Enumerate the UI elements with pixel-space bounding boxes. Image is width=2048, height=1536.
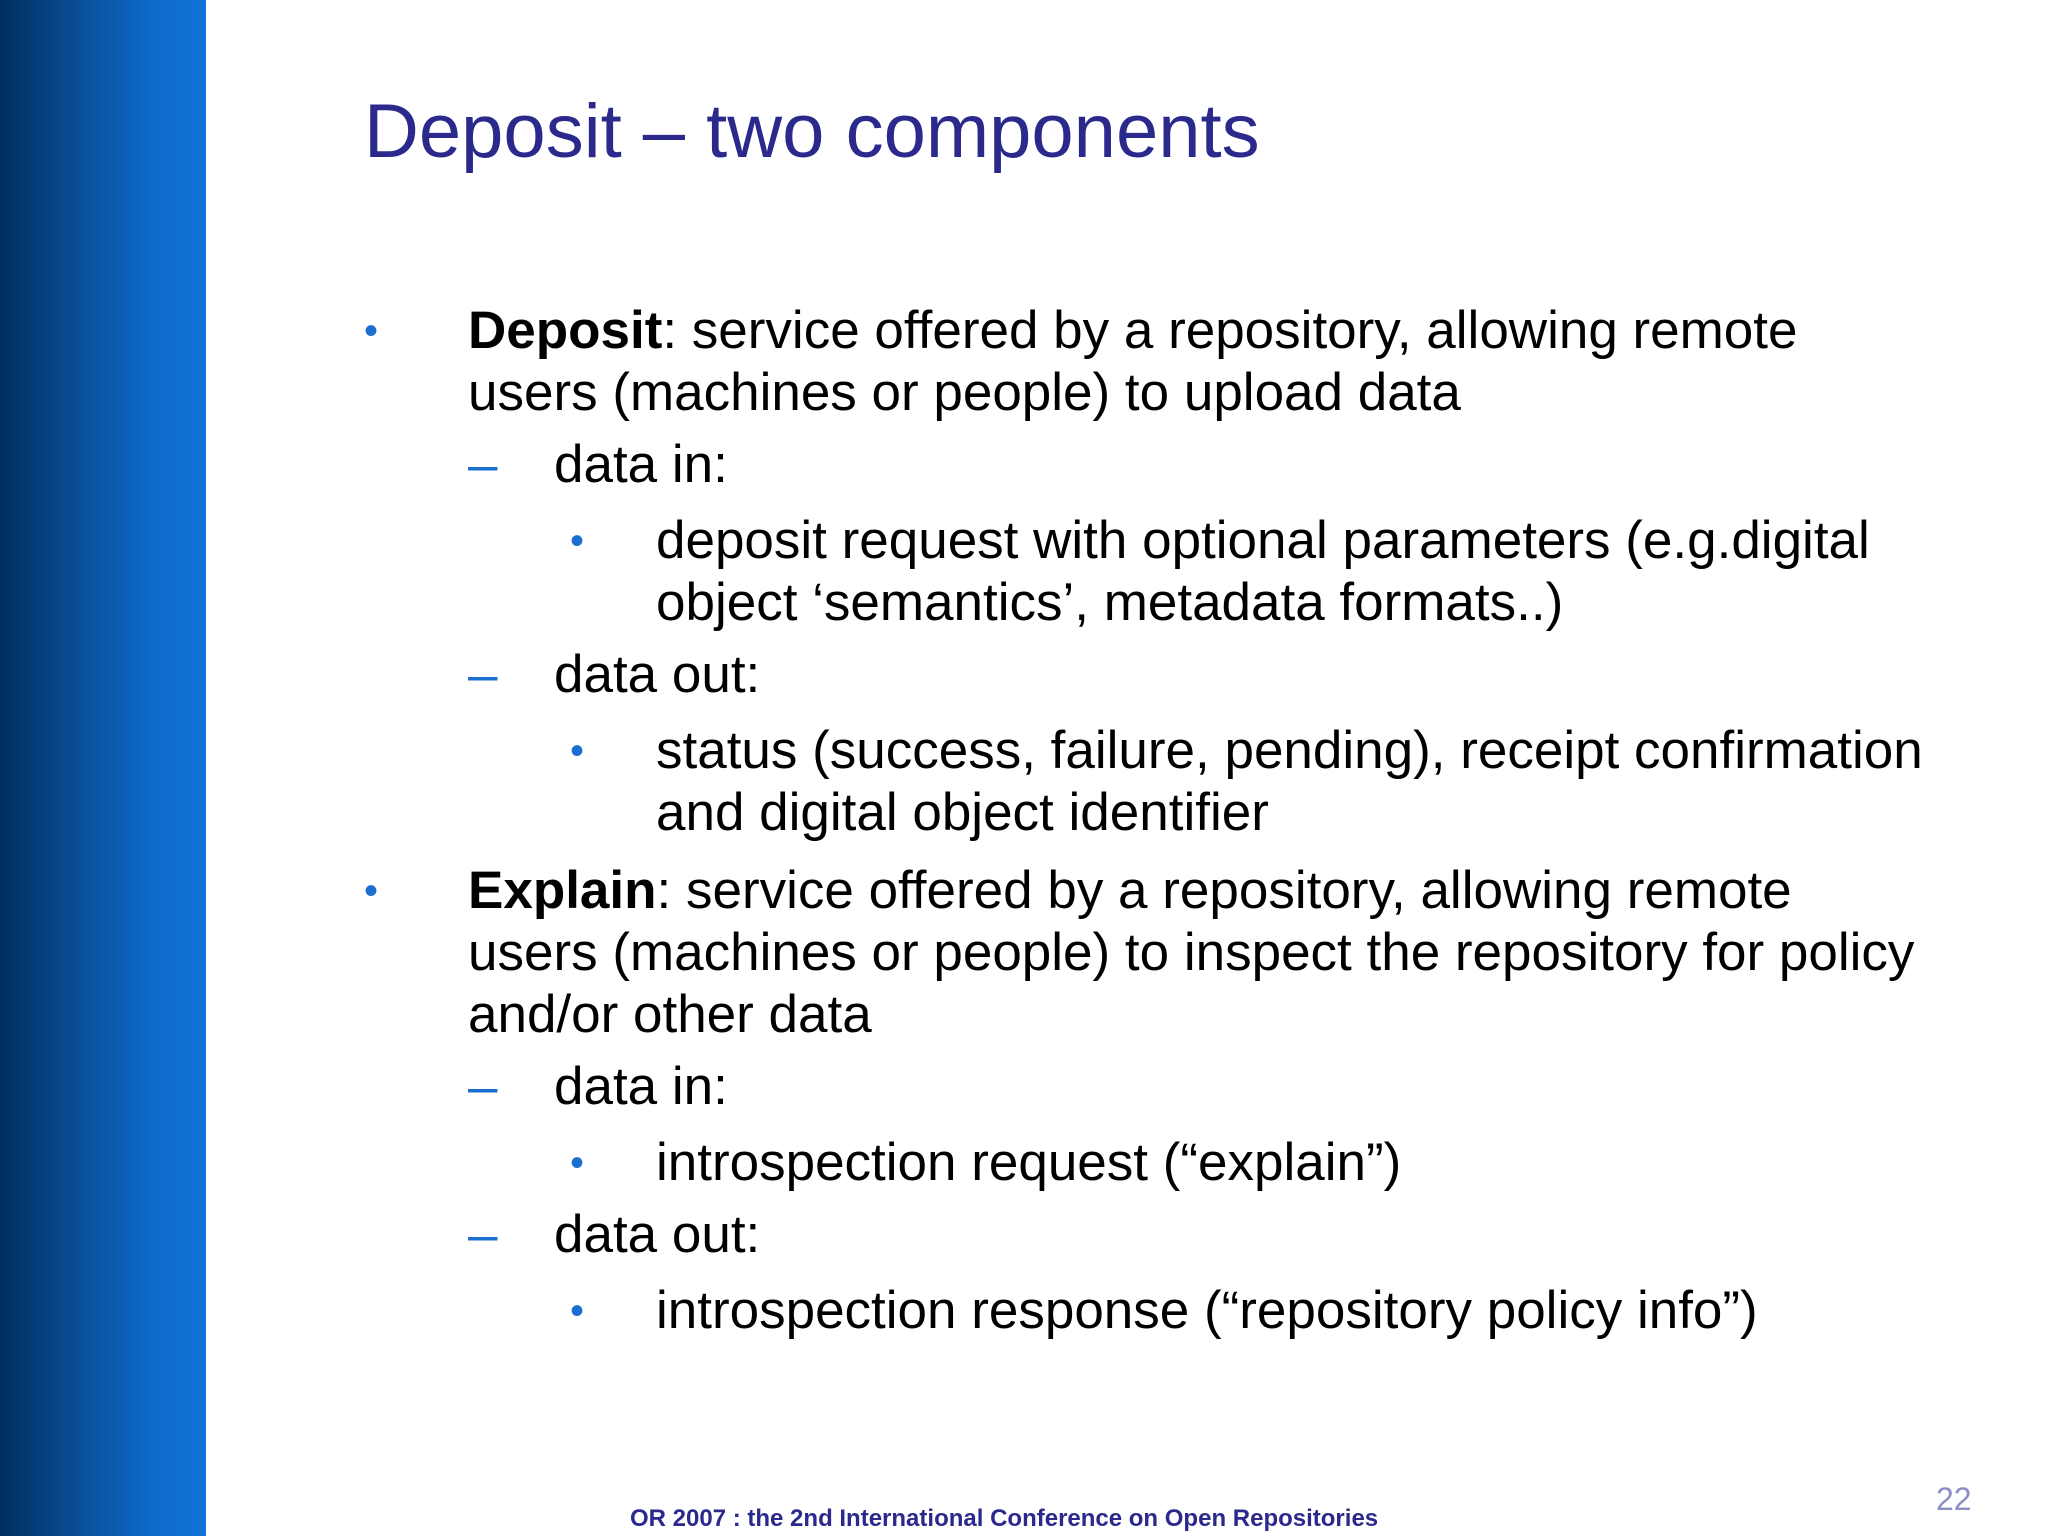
description-deposit: : service offered by a repository, allowing remote users (machines or people) to upload data: [468, 301, 1798, 422]
bullet-icon: •: [570, 519, 585, 563]
slide-title: Deposit – two components: [364, 89, 1260, 174]
point-text: deposit request with optional parameters (e.g.digital object ‘semantics’, metadata formats..): [656, 511, 1870, 632]
sub-deposit-data-in: [364, 434, 1924, 496]
bullet-explain: [364, 860, 1924, 1046]
sub-deposit-data-out: [364, 644, 1924, 706]
dash-icon: –: [468, 645, 498, 704]
point-text: status (success, failure, pending), receipt confirmation and digital object identifier: [656, 721, 1923, 842]
dash-icon: –: [468, 1205, 498, 1264]
dash-icon: –: [468, 435, 498, 494]
description-explain: : service offered by a repository, allowing remote users (machines or people) to inspect the repository for policy and/or other data: [468, 861, 1915, 1044]
term-explain: Explain: [468, 861, 657, 920]
slide-content: [364, 300, 1924, 1342]
bullet-deposit: [364, 300, 1924, 424]
slide-footer: OR 2007 : the 2nd International Conference on Open Repositories: [630, 1505, 1379, 1532]
point-deposit-request: [364, 510, 1924, 634]
sub-label: data in:: [554, 435, 728, 494]
point-deposit-status: [364, 720, 1924, 844]
bullet-icon: •: [364, 869, 379, 913]
term-deposit: Deposit: [468, 301, 663, 360]
sub-label: data in:: [554, 1057, 728, 1116]
point-text: introspection request (“explain”): [656, 1133, 1402, 1192]
point-text: introspection response (“repository policy info”): [656, 1281, 1758, 1340]
point-introspection-response: [364, 1280, 1924, 1342]
sub-explain-data-in: [364, 1056, 1924, 1118]
side-gradient-band: [0, 0, 206, 1536]
sub-explain-data-out: [364, 1204, 1924, 1266]
dash-icon: –: [468, 1057, 498, 1116]
bullet-icon: •: [364, 309, 379, 353]
sub-label: data out:: [554, 1205, 761, 1264]
page-number: 22: [1936, 1481, 1972, 1517]
bullet-icon: •: [570, 1289, 585, 1333]
sub-label: data out:: [554, 645, 761, 704]
bullet-icon: •: [570, 729, 585, 773]
bullet-icon: •: [570, 1141, 585, 1185]
point-introspection-request: [364, 1132, 1924, 1194]
